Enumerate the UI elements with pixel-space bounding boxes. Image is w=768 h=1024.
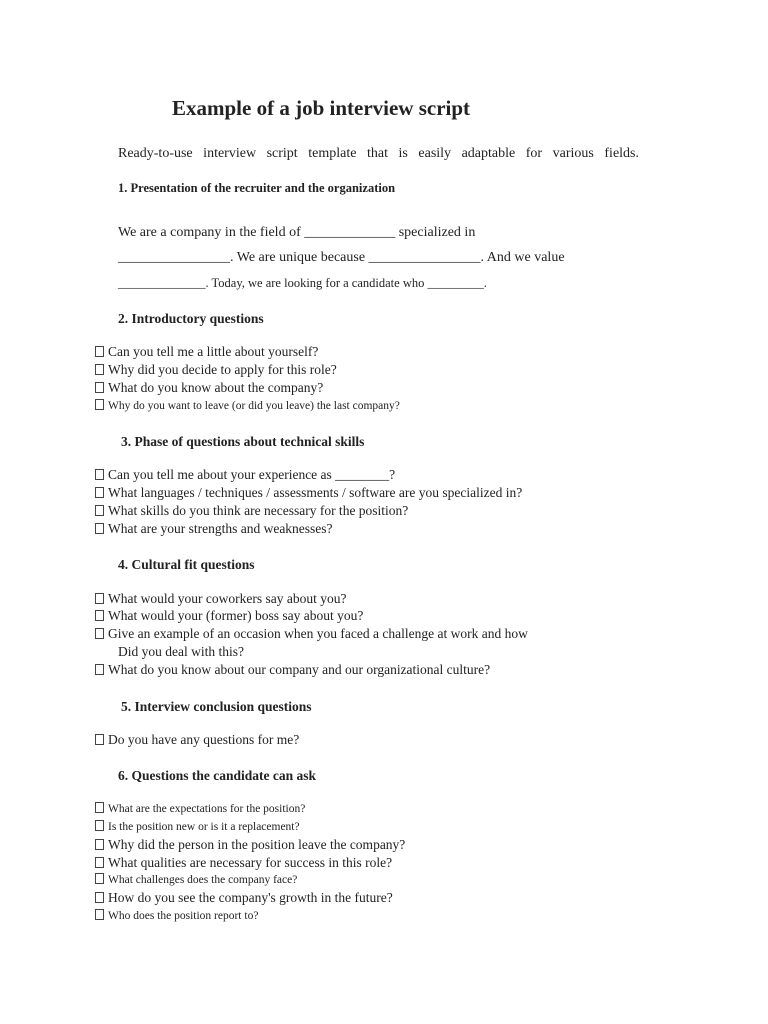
checkbox-icon <box>95 505 104 516</box>
checkbox-icon <box>95 802 104 813</box>
checkbox-icon <box>95 469 104 480</box>
checkbox-icon <box>95 857 104 868</box>
list-item: Give an example of an occasion when you faced a challenge at work and how <box>95 626 528 642</box>
checkbox-icon <box>95 820 104 831</box>
list-item: What would your coworkers say about you? <box>95 591 346 607</box>
checkbox-icon <box>95 523 104 534</box>
section-heading-conclusion: 5. Interview conclusion questions <box>121 699 312 714</box>
list-item: Who does the position report to? <box>95 909 258 922</box>
list-item: Why did the person in the position leave the company? <box>95 837 405 853</box>
checkbox-icon <box>95 399 104 410</box>
list-item: What skills do you think are necessary for the position? <box>95 503 408 519</box>
section-heading-cultural-fit: 4. Cultural fit questions <box>118 557 255 572</box>
list-item: What qualities are necessary for success in this role? <box>95 855 392 871</box>
checkbox-icon <box>95 909 104 920</box>
list-item: What are your strengths and weaknesses? <box>95 521 333 537</box>
checkbox-icon <box>95 346 104 357</box>
presentation-line-3: ______________. Today, we are looking for a candidate who _________. <box>118 276 487 290</box>
checkbox-icon <box>95 734 104 745</box>
checkbox-icon <box>95 382 104 393</box>
list-item: Why do you want to leave (or did you leave) the last company? <box>95 399 400 412</box>
list-item: What are the expectations for the position? <box>95 802 305 815</box>
list-item: What languages / techniques / assessments / software are you specialized in? <box>95 485 522 501</box>
list-item: What would your (former) boss say about you? <box>95 608 363 624</box>
intro-text: Ready-to-use interview script template that is easily adaptable for various fields. <box>118 146 639 161</box>
checkbox-icon <box>95 628 104 639</box>
checkbox-icon <box>95 892 104 903</box>
checkbox-icon <box>95 593 104 604</box>
list-item: What do you know about the company? <box>95 380 323 396</box>
list-item: Can you tell me about your experience as ________? <box>95 467 395 483</box>
checkbox-icon <box>95 610 104 621</box>
checkbox-icon <box>95 364 104 375</box>
list-item: Is the position new or is it a replacement? <box>95 820 300 833</box>
checkbox-icon <box>95 873 104 884</box>
list-item: How do you see the company's growth in the future? <box>95 890 393 906</box>
section-heading-technical: 3. Phase of questions about technical skills <box>121 434 365 449</box>
presentation-line-2: ________________. We are unique because ________________. And we value <box>118 250 565 265</box>
list-item: Do you have any questions for me? <box>95 732 299 748</box>
list-item: Why did you decide to apply for this role? <box>95 362 337 378</box>
list-item-continuation: Did you deal with this? <box>118 644 244 659</box>
checkbox-icon <box>95 487 104 498</box>
section-heading-presentation: 1. Presentation of the recruiter and the organization <box>118 181 396 195</box>
checkbox-icon <box>95 839 104 850</box>
checkbox-icon <box>95 664 104 675</box>
list-item: Can you tell me a little about yourself? <box>95 344 318 360</box>
page-title: Example of a job interview script <box>172 96 471 120</box>
list-item: What challenges does the company face? <box>95 873 297 886</box>
section-heading-candidate-questions: 6. Questions the candidate can ask <box>118 768 317 783</box>
presentation-line-1: We are a company in the field of _____________ specialized in <box>118 225 476 240</box>
section-heading-introductory: 2. Introductory questions <box>118 311 264 326</box>
list-item: What do you know about our company and our organizational culture? <box>95 662 490 678</box>
